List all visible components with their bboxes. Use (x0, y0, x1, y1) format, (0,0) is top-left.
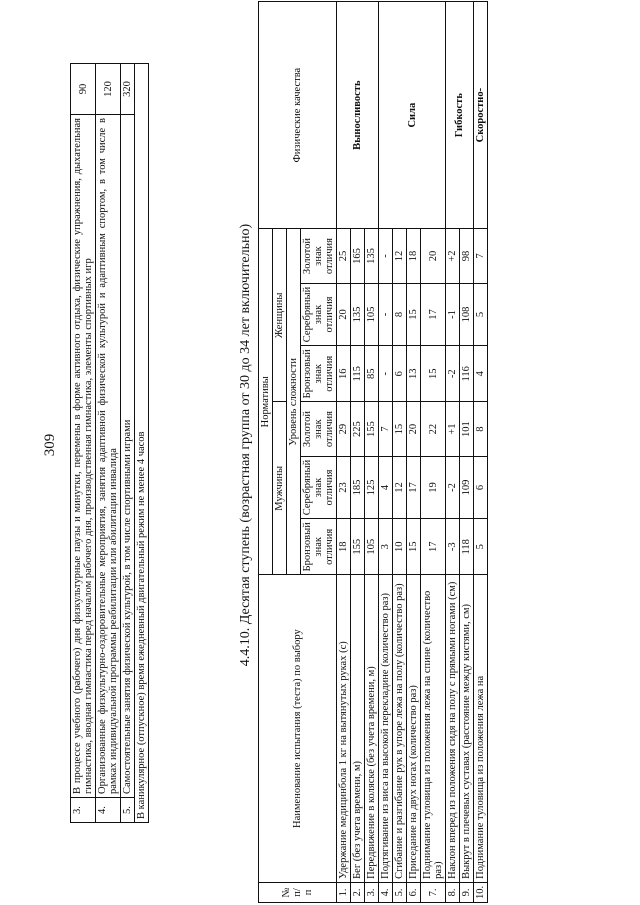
men-silver: 19 (421, 456, 446, 518)
women-gold: 20 (421, 229, 446, 283)
header-silver: Серебряный знак отличия (301, 456, 337, 518)
women-gold: 12 (393, 229, 407, 283)
quality-flexibility: Гибкость (446, 2, 474, 229)
test-number: 6. (407, 882, 421, 902)
quality-strength: Сила (379, 2, 446, 229)
header-difficulty: Уровень сложности (287, 229, 301, 575)
table-row (96, 64, 121, 823)
women-gold: 25 (337, 229, 351, 283)
quality-speed: Скоростно- (474, 2, 488, 229)
women-gold: 165 (351, 229, 365, 283)
row-number: 5. (121, 798, 135, 823)
women-gold: - (379, 229, 393, 283)
women-bronze: - (379, 346, 393, 402)
women-silver: - (379, 283, 393, 345)
test-number: 10. (474, 882, 488, 902)
men-silver: 125 (365, 456, 379, 518)
test-number: 1. (337, 882, 351, 902)
men-bronze: -3 (446, 519, 460, 575)
activity-text: В процессе учебного (рабочего) дня физкультурные паузы и минутки, перемены в форме активного отдыха, физические упражнения, дыхательная гимнастика, вводная гимнастика перед началом рабочего дня, производственная гимнастика, элементы спортивных игр (71, 115, 96, 798)
women-silver: 15 (407, 283, 421, 345)
activity-text: Самостоятельные занятия физической культурой, в том числе спортивными играми (121, 115, 135, 798)
men-silver: -2 (446, 456, 460, 518)
women-bronze: 4 (474, 346, 488, 402)
activity-text: Организованные физкультурно-оздоровительные мероприятия, занятия адаптивной физической культурой и адаптивным спортом, в том числе в рамках индивидуальной программы реабилитации или абилитации инвалида (96, 115, 121, 798)
men-gold: 101 (460, 402, 474, 456)
men-gold: +1 (446, 402, 460, 456)
test-name: Приседание на двух ногах (количество раз) (407, 575, 421, 883)
section-title: 4.4.10. Десятая ступень (возрастная группа от 30 до 34 лет включительно) (238, 223, 253, 667)
women-bronze: 116 (460, 346, 474, 402)
activity-minutes: 320 (121, 64, 135, 115)
women-silver: 17 (421, 283, 446, 345)
men-silver: 4 (379, 456, 393, 518)
men-bronze: 15 (407, 519, 421, 575)
test-number: 5. (393, 882, 407, 902)
table-row (135, 64, 149, 823)
women-gold: 98 (460, 229, 474, 283)
header-gold: Золотой знак отличия (301, 402, 337, 456)
quality-endurance: Выносливость (337, 2, 379, 229)
men-bronze: 105 (365, 519, 379, 575)
men-gold: 225 (351, 402, 365, 456)
men-gold: 20 (407, 402, 421, 456)
men-silver: 17 (407, 456, 421, 518)
test-name: Удержание медицинбола 1 кг на вытянутых руках (с) (337, 575, 351, 883)
women-bronze: 115 (351, 346, 365, 402)
row-number: 4. (96, 798, 121, 823)
women-gold: 7 (474, 229, 488, 283)
table-row (379, 2, 393, 903)
women-silver: 5 (474, 283, 488, 345)
women-bronze: -2 (446, 346, 460, 402)
test-number: 3. (365, 882, 379, 902)
test-number: 4. (379, 882, 393, 902)
women-silver: 108 (460, 283, 474, 345)
header-gold: Золотой знак отличия (301, 229, 337, 283)
test-number: 9. (460, 882, 474, 902)
activity-minutes: 90 (71, 64, 96, 115)
header-norms: Нормативы (259, 229, 273, 575)
test-name: Поднимание туловища из положения лежа на спине (количество раз) (421, 575, 446, 883)
header-no: № п/п (259, 882, 337, 902)
women-bronze: 6 (393, 346, 407, 402)
men-gold: 22 (421, 402, 446, 456)
women-bronze: 13 (407, 346, 421, 402)
page-number: 309 (42, 433, 58, 457)
row-number: 3. (71, 798, 96, 823)
women-bronze: 15 (421, 346, 446, 402)
women-bronze: 85 (365, 346, 379, 402)
women-silver: 8 (393, 283, 407, 345)
header-bronze: Бронзовый знак отличия (301, 519, 337, 575)
women-silver: 20 (337, 283, 351, 345)
activity-table (70, 63, 149, 823)
header-qualities: Физические качества (259, 2, 337, 229)
men-bronze: 5 (474, 519, 488, 575)
test-name: Наклон вперед из положения сидя на полу с прямыми ногами (см) (446, 575, 460, 883)
test-number: 2. (351, 882, 365, 902)
table-row (121, 64, 135, 823)
table-row (446, 2, 460, 903)
men-gold: 29 (337, 402, 351, 456)
men-silver: 23 (337, 456, 351, 518)
women-gold: 135 (365, 229, 379, 283)
test-name: Бег (без учета времени, м) (351, 575, 365, 883)
men-bronze: 118 (460, 519, 474, 575)
test-name: Выкрут в плечевых суставах (расстояние между кистями, см) (460, 575, 474, 883)
men-bronze: 155 (351, 519, 365, 575)
table-row (474, 2, 488, 903)
men-bronze: 18 (337, 519, 351, 575)
men-gold: 15 (393, 402, 407, 456)
men-silver: 12 (393, 456, 407, 518)
men-gold: 155 (365, 402, 379, 456)
norms-table (258, 1, 488, 903)
table-row (337, 2, 351, 903)
women-silver: -1 (446, 283, 460, 345)
men-bronze: 17 (421, 519, 446, 575)
women-bronze: 16 (337, 346, 351, 402)
test-name: Подтягивание из виса на высокой перекладине (количество раз) (379, 575, 393, 883)
table-row (71, 64, 96, 823)
men-gold: 8 (474, 402, 488, 456)
test-number: 8. (446, 882, 460, 902)
women-silver: 105 (365, 283, 379, 345)
women-gold: +2 (446, 229, 460, 283)
header-men: Мужчины (273, 402, 287, 575)
women-silver: 135 (351, 283, 365, 345)
men-silver: 109 (460, 456, 474, 518)
test-number: 7. (421, 882, 446, 902)
men-bronze: 3 (379, 519, 393, 575)
header-name: Наименование испытания (теста) по выбору (259, 575, 337, 883)
vacation-note: В каникулярное (отпускное) время ежедневный двигательный режим не менее 4 часов (135, 64, 149, 823)
men-bronze: 10 (393, 519, 407, 575)
women-gold: 18 (407, 229, 421, 283)
activity-minutes: 120 (96, 64, 121, 115)
men-gold: 7 (379, 402, 393, 456)
test-name: Поднимание туловища из положения лежа на (474, 575, 488, 883)
header-women: Женщины (273, 229, 287, 402)
men-silver: 6 (474, 456, 488, 518)
test-name: Сгибание и разгибание рук в упоре лежа на полу (количество раз) (393, 575, 407, 883)
test-name: Передвижение в коляске (без учета времени, м) (365, 575, 379, 883)
header-silver: Серебряный знак отличия (301, 283, 337, 345)
header-bronze: Бронзовый знак отличия (301, 346, 337, 402)
men-silver: 185 (351, 456, 365, 518)
